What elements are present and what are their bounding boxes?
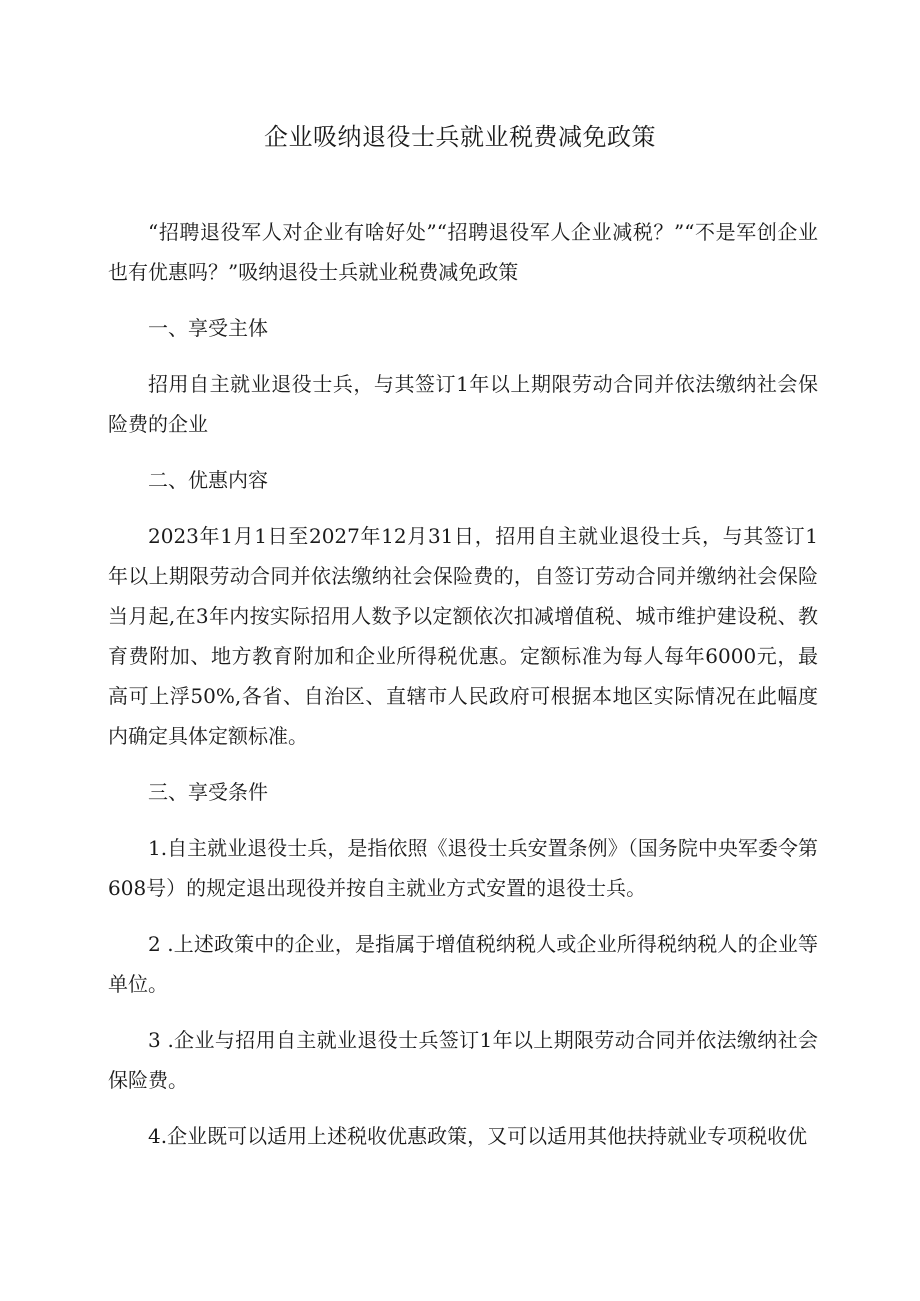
condition-item-1: 1.自主就业退役士兵，是指依照《退役士兵安置条例》（国务院中央军委令第608号）的规定退出现役并按自主就业方式安置的退役士兵。 (108, 836, 818, 900)
section-heading-eligible-subject: 一、享受主体 (148, 316, 268, 340)
document-title: 企业吸纳退役士兵就业税费减免政策 (264, 123, 656, 151)
section-body-preferential-content: 2023年1月1日至2027年12月31日，招用自主就业退役士兵，与其签订1年以上期限劳动合同并依法缴纳社会保险费的，自签订劳动合同并缴纳社会保险当月起,在3年内按实际招用人数予以定额依次扣减增值税、城市维护建设税、教育费附加、地方教育附加和企业所得税优惠。定额标准为每人每年6000元，最高可上浮50%,各省、自治区、直辖市人民政府可根据本地区实际情况在此幅度内确定具体定额标准。 (108, 524, 818, 748)
intro-paragraph: “招聘退役军人对企业有啥好处”“招聘退役军人企业减税？”“不是军创企业也有优惠吗？”吸纳退役士兵就业税费减免政策 (108, 220, 818, 284)
condition-item-2: 2 .上述政策中的企业，是指属于增值税纳税人或企业所得税纳税人的企业等单位。 (108, 932, 818, 996)
section-body-eligible-subject: 招用自主就业退役士兵，与其签订1年以上期限劳动合同并依法缴纳社会保险费的企业 (108, 372, 818, 436)
document-body (108, 212, 818, 1172)
section-heading-conditions: 三、享受条件 (148, 780, 268, 804)
condition-item-3: 3 .企业与招用自主就业退役士兵签订1年以上期限劳动合同并依法缴纳社会保险费。 (108, 1028, 818, 1092)
section-heading-preferential-content: 二、优惠内容 (148, 468, 268, 492)
condition-item-4: 4.企业既可以适用上述税收优惠政策，又可以适用其他扶持就业专项税收优 (148, 1124, 808, 1148)
